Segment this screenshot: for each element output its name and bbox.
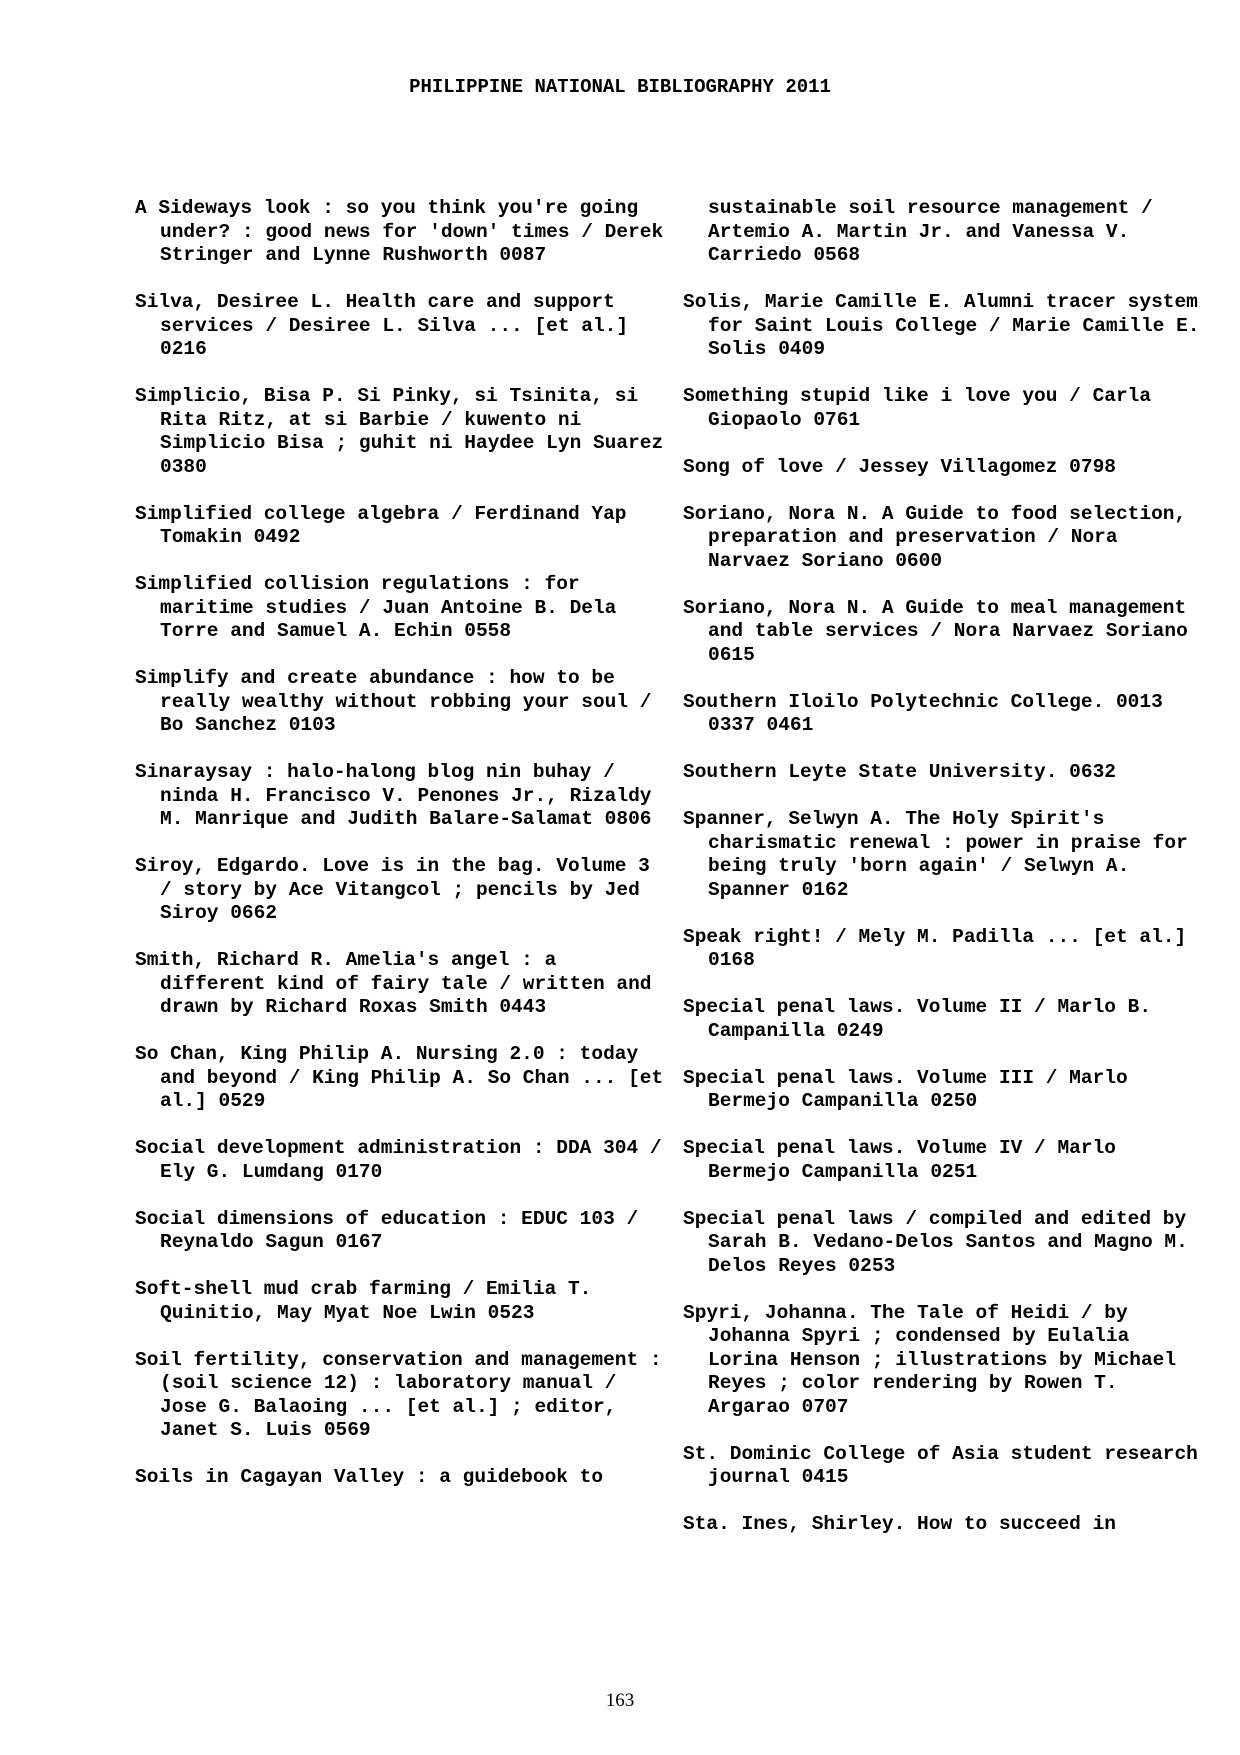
bibliography-entry: Solis, Marie Camille E. Alumni tracer system for Saint Louis College / Marie Camille E. Solis 0409 — [683, 291, 1212, 360]
bibliography-entry: Something stupid like i love you / Carla Giopaolo 0761 — [683, 385, 1163, 431]
bibliography-entry: Song of love / Jessey Villagomez 0798 — [683, 455, 1116, 478]
bibliography-entry: St. Dominic College of Asia student research journal 0415 — [683, 1442, 1210, 1488]
bibliography-entry: Sta. Ines, Shirley. How to succeed in — [683, 1513, 1116, 1535]
bibliography-entry: Simplify and create abundance : how to be really wealthy without robbing your soul / Bo Sanchez 0103 — [135, 667, 664, 736]
bibliography-entry: So Chan, King Philip A. Nursing 2.0 : today and beyond / King Philip A. So Chan ... [et al.] 0529 — [135, 1043, 675, 1112]
bibliography-entry: Soft-shell mud crab farming / Emilia T. Quinitio, May Myat Noe Lwin 0523 — [135, 1278, 604, 1324]
bibliography-entry: Simplified college algebra / Ferdinand Yap Tomakin 0492 — [135, 502, 639, 548]
bibliography-entry: Social development administration : DDA 304 / Ely G. Lumdang 0170 — [135, 1137, 674, 1183]
bibliography-entry: Southern Leyte State University. 0632 — [683, 761, 1116, 783]
bibliography-entry: Southern Iloilo Polytechnic College. 0013 0337 0461 — [683, 690, 1175, 736]
page-number: 163 — [605, 1690, 635, 1711]
bibliography-entry-continued: sustainable soil resource management / Artemio A. Martin Jr. and Vanessa V. Carriedo 0568 — [708, 197, 1165, 266]
bibliography-entry: Soils in Cagayan Valley : a guidebook to — [135, 1466, 604, 1488]
bibliography-entry: Spyri, Johanna. The Tale of Heidi / by Johanna Spyri ; condensed by Eulalia Lorina Henson ; illustrations by Michael Reyes ; color rendering by Rowen T. Argarao 0707 — [683, 1301, 1188, 1418]
bibliography-entry: Silva, Desiree L. Health care and support services / Desiree L. Silva ... [et al.] 0216 — [135, 291, 640, 360]
left-column — [135, 197, 675, 1513]
bibliography-entry: Special penal laws. Volume II / Marlo B. Campanilla 0249 — [683, 996, 1163, 1042]
bibliography-entry: Soriano, Nora N. A Guide to meal management and table services / Nora Narvaez Soriano 0615 — [683, 596, 1200, 666]
bibliography-entry: Speak right! / Mely M. Padilla ... [et al.] 0168 — [683, 925, 1198, 971]
bibliography-entry: Simplified collision regulations : for maritime studies / Juan Antoine B. Dela Torre and Samuel A. Echin 0558 — [135, 573, 629, 642]
bibliography-entry: Special penal laws. Volume IV / Marlo Bermejo Campanilla 0251 — [683, 1137, 1128, 1183]
bibliography-entry: Spanner, Selwyn A. The Holy Spirit's charismatic renewal : power in praise for being truly 'born again' / Selwyn A. Spanner 0162 — [683, 808, 1200, 901]
bibliography-entry: Special penal laws / compiled and edited by Sarah B. Vedano-Delos Santos and Magno M. Delos Reyes 0253 — [683, 1207, 1200, 1277]
right-column — [683, 197, 1212, 1560]
bibliography-entry: A Sideways look : so you think you're going under? : good news for 'down' times / Derek Stringer and Lynne Rushworth 0087 — [135, 197, 675, 266]
bibliography-entry: Special penal laws. Volume III / Marlo Bermejo Campanilla 0250 — [683, 1066, 1140, 1112]
bibliography-entry: Soriano, Nora N. A Guide to food selection, preparation and preservation / Nora Narvaez Soriano 0600 — [683, 502, 1198, 572]
bibliography-entry: Simplicio, Bisa P. Si Pinky, si Tsinita, si Rita Ritz, at si Barbie / kuwento ni Simplicio Bisa ; guhit ni Haydee Lyn Suarez 0380 — [135, 385, 675, 478]
bibliography-entry: Soil fertility, conservation and management : (soil science 12) : laboratory manual / Jose G. Balaoing ... [et al.] ; editor, Janet S. Luis 0569 — [135, 1348, 674, 1441]
running-header: PHILIPPINE NATIONAL BIBLIOGRAPHY 2011 — [409, 76, 831, 98]
bibliography-entry: Social dimensions of education : EDUC 103 / Reynaldo Sagun 0167 — [135, 1207, 650, 1253]
bibliography-entry: Sinaraysay : halo-halong blog nin buhay / ninda H. Francisco V. Penones Jr., Rizaldy M. Manrique and Judith Balare-Salamat 0806 — [135, 761, 664, 830]
bibliography-entry: Smith, Richard R. Amelia's angel : a different kind of fairy tale / written and drawn by Richard Roxas Smith 0443 — [135, 949, 664, 1018]
bibliography-entry: Siroy, Edgardo. Love is in the bag. Volume 3 / story by Ace Vitangcol ; pencils by Jed Siroy 0662 — [135, 855, 662, 924]
